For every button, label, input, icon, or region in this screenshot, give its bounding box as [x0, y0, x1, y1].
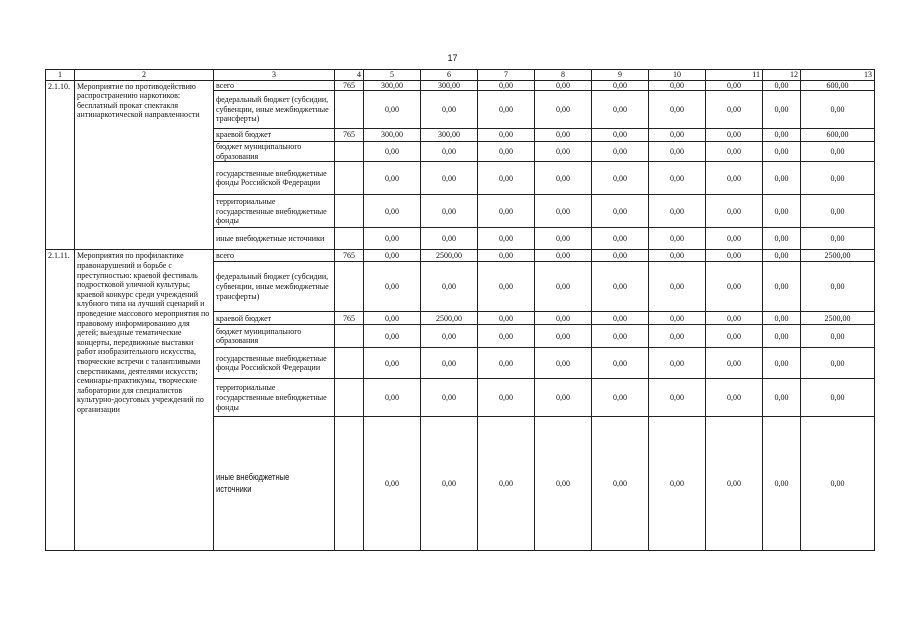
amount-cell: 0,00: [364, 142, 421, 162]
amount-cell: 300,00: [364, 129, 421, 142]
amount-cell: 0,00: [421, 142, 478, 162]
amount-cell: 0,00: [421, 325, 478, 348]
amount-cell: 0,00: [592, 348, 649, 379]
amount-cell: 0,00: [763, 379, 801, 417]
amount-cell: 0,00: [364, 325, 421, 348]
amount-cell: 0,00: [649, 379, 706, 417]
amount-cell: 0,00: [592, 250, 649, 262]
kbk-code: 765: [335, 312, 364, 325]
amount-cell: 0,00: [763, 80, 801, 91]
kbk-code: [335, 262, 364, 312]
amount-cell: 0,00: [535, 417, 592, 551]
amount-cell: 0,00: [801, 162, 875, 195]
header-row: [46, 70, 875, 81]
amount-cell: 0,00: [478, 228, 535, 250]
amount-cell: 0,00: [592, 379, 649, 417]
amount-cell: 0,00: [478, 325, 535, 348]
amount-cell: 0,00: [535, 262, 592, 312]
column-number: 3: [214, 70, 335, 81]
amount-cell: 0,00: [801, 417, 875, 551]
amount-cell: 0,00: [763, 129, 801, 142]
column-number: 10: [649, 70, 706, 81]
amount-cell: 0,00: [763, 417, 801, 551]
amount-cell: 0,00: [478, 379, 535, 417]
amount-cell: 0,00: [364, 262, 421, 312]
amount-cell: 300,00: [421, 80, 478, 91]
amount-cell: 0,00: [364, 348, 421, 379]
amount-cell: 0,00: [535, 142, 592, 162]
amount-cell: 0,00: [592, 129, 649, 142]
amount-cell: 0,00: [706, 80, 763, 91]
amount-cell: 0,00: [649, 228, 706, 250]
column-number: 11: [706, 70, 763, 81]
amount-cell: 0,00: [706, 312, 763, 325]
amount-cell: 0,00: [421, 228, 478, 250]
amount-cell: 0,00: [649, 417, 706, 551]
amount-cell: 0,00: [801, 91, 875, 129]
amount-cell: 0,00: [535, 80, 592, 91]
column-number: 5: [364, 70, 421, 81]
table-row: [46, 80, 875, 91]
amount-cell: 0,00: [478, 91, 535, 129]
amount-cell: 0,00: [649, 312, 706, 325]
amount-cell: 0,00: [364, 312, 421, 325]
column-number: 9: [592, 70, 649, 81]
kbk-code: [335, 228, 364, 250]
amount-cell: 0,00: [801, 142, 875, 162]
amount-cell: 0,00: [478, 195, 535, 228]
item-code: 2.1.10.: [46, 80, 75, 250]
amount-cell: 0,00: [364, 228, 421, 250]
amount-cell: 2500,00: [801, 250, 875, 262]
funding-source: иные внебюджетные источники: [214, 417, 311, 551]
amount-cell: 0,00: [801, 325, 875, 348]
kbk-code: 765: [335, 250, 364, 262]
amount-cell: 0,00: [763, 195, 801, 228]
column-number: 8: [535, 70, 592, 81]
amount-cell: 0,00: [649, 80, 706, 91]
amount-cell: 600,00: [801, 80, 875, 91]
amount-cell: 0,00: [364, 417, 421, 551]
amount-cell: 0,00: [649, 91, 706, 129]
item-code: 2.1.11.: [46, 250, 75, 551]
kbk-code: [335, 142, 364, 162]
amount-cell: 0,00: [478, 250, 535, 262]
kbk-code: [335, 195, 364, 228]
amount-cell: 0,00: [592, 417, 649, 551]
item-description: Мероприятия по профилактике правонарушений и борьбе с преступностью: краевой фестиваль подростковой уличной культуры; краевой конкурс среди учреждений клубного типа на лучший сценарий и проведение массового мероприятия по правовому информированию для детей; выездные тематические концерты, передвижные выставки работ изобразительного искусства, творческие встречи с талантливыми сверстниками, деятелями искусств; семинары-практикумы, творческие лаборатории для специалистов культурно-досуговых учреждений по организации: [75, 250, 214, 551]
funding-source: федеральный бюджет (субсидии, субвенции, иные межбюджетные трансферты): [214, 262, 335, 312]
amount-cell: 0,00: [478, 312, 535, 325]
amount-cell: 0,00: [478, 142, 535, 162]
amount-cell: 0,00: [478, 129, 535, 142]
amount-cell: 0,00: [763, 262, 801, 312]
amount-cell: 0,00: [478, 80, 535, 91]
amount-cell: 0,00: [478, 162, 535, 195]
funding-source: государственные внебюджетные фонды Российской Федерации: [214, 348, 335, 379]
amount-cell: 2500,00: [801, 312, 875, 325]
amount-cell: 0,00: [801, 195, 875, 228]
amount-cell: 0,00: [592, 325, 649, 348]
funding-source: краевой бюджет: [214, 129, 335, 142]
funding-source: территориальные государственные внебюджетные фонды: [214, 195, 335, 228]
amount-cell: 0,00: [706, 162, 763, 195]
amount-cell: 0,00: [478, 348, 535, 379]
amount-cell: 0,00: [592, 195, 649, 228]
amount-cell: 0,00: [535, 162, 592, 195]
column-number: 1: [46, 70, 75, 81]
funding-source: бюджет муниципального образования: [214, 325, 335, 348]
amount-cell: 0,00: [535, 348, 592, 379]
amount-cell: 0,00: [763, 250, 801, 262]
amount-cell: 0,00: [649, 129, 706, 142]
amount-cell: 0,00: [649, 142, 706, 162]
amount-cell: 0,00: [649, 250, 706, 262]
amount-cell: 0,00: [706, 91, 763, 129]
table-row: [46, 250, 875, 262]
amount-cell: 0,00: [763, 162, 801, 195]
kbk-code: [335, 325, 364, 348]
amount-cell: 0,00: [478, 417, 535, 551]
amount-cell: 0,00: [364, 250, 421, 262]
amount-cell: 0,00: [706, 129, 763, 142]
column-number: 13: [801, 70, 875, 81]
amount-cell: 0,00: [592, 312, 649, 325]
amount-cell: 2500,00: [421, 312, 478, 325]
amount-cell: 0,00: [421, 91, 478, 129]
amount-cell: 0,00: [421, 195, 478, 228]
amount-cell: 0,00: [421, 162, 478, 195]
amount-cell: 0,00: [478, 262, 535, 312]
amount-cell: 0,00: [801, 348, 875, 379]
amount-cell: 0,00: [763, 228, 801, 250]
amount-cell: 0,00: [649, 325, 706, 348]
kbk-code: [335, 417, 364, 551]
funding-source: всего: [214, 80, 335, 91]
amount-cell: 0,00: [649, 195, 706, 228]
amount-cell: 0,00: [535, 91, 592, 129]
amount-cell: 0,00: [421, 379, 478, 417]
amount-cell: 0,00: [592, 80, 649, 91]
amount-cell: 0,00: [706, 195, 763, 228]
funding-source: территориальные государственные внебюджетные фонды: [214, 379, 335, 417]
amount-cell: 0,00: [763, 312, 801, 325]
amount-cell: 0,00: [535, 379, 592, 417]
amount-cell: 0,00: [535, 129, 592, 142]
column-number: 4: [335, 70, 364, 81]
kbk-code: [335, 348, 364, 379]
column-number: 6: [421, 70, 478, 81]
amount-cell: 0,00: [364, 379, 421, 417]
amount-cell: 0,00: [364, 91, 421, 129]
amount-cell: 0,00: [801, 262, 875, 312]
column-number: 2: [75, 70, 214, 81]
amount-cell: 0,00: [535, 228, 592, 250]
funding-source: государственные внебюджетные фонды Российской Федерации: [214, 162, 335, 195]
amount-cell: 0,00: [649, 262, 706, 312]
amount-cell: 0,00: [535, 250, 592, 262]
amount-cell: 2500,00: [421, 250, 478, 262]
amount-cell: 0,00: [763, 91, 801, 129]
amount-cell: 0,00: [763, 325, 801, 348]
amount-cell: 0,00: [706, 262, 763, 312]
amount-cell: 300,00: [421, 129, 478, 142]
funding-source: иные внебюджетные источники: [214, 228, 335, 250]
funding-source: краевой бюджет: [214, 312, 335, 325]
amount-cell: 0,00: [421, 417, 478, 551]
funding-source: всего: [214, 250, 335, 262]
page-number: 17: [447, 53, 458, 63]
amount-cell: 0,00: [801, 228, 875, 250]
amount-cell: 300,00: [364, 80, 421, 91]
amount-cell: 0,00: [592, 228, 649, 250]
amount-cell: 0,00: [364, 162, 421, 195]
amount-cell: 0,00: [706, 250, 763, 262]
amount-cell: 0,00: [421, 262, 478, 312]
kbk-code: [335, 162, 364, 195]
item-description: Мероприятие по противодействию распространению наркотиков: бесплатный прокат спектакля антинаркотической направленности: [75, 80, 214, 250]
amount-cell: 0,00: [763, 142, 801, 162]
amount-cell: 0,00: [535, 195, 592, 228]
kbk-code: [335, 91, 364, 129]
amount-cell: 0,00: [421, 348, 478, 379]
amount-cell: 0,00: [801, 379, 875, 417]
amount-cell: 0,00: [649, 348, 706, 379]
funding-source: федеральный бюджет (субсидии, субвенции, иные межбюджетные трансферты): [214, 91, 335, 129]
amount-cell: 0,00: [706, 348, 763, 379]
kbk-code: [335, 379, 364, 417]
amount-cell: 0,00: [592, 262, 649, 312]
kbk-code: 765: [335, 129, 364, 142]
amount-cell: 0,00: [706, 325, 763, 348]
amount-cell: 0,00: [592, 142, 649, 162]
budget-table: [45, 69, 875, 551]
amount-cell: 600,00: [801, 129, 875, 142]
amount-cell: 0,00: [535, 312, 592, 325]
amount-cell: 0,00: [592, 91, 649, 129]
amount-cell: 0,00: [364, 195, 421, 228]
amount-cell: 0,00: [706, 379, 763, 417]
kbk-code: 765: [335, 80, 364, 91]
funding-source: бюджет муниципального образования: [214, 142, 335, 162]
amount-cell: 0,00: [706, 417, 763, 551]
amount-cell: 0,00: [706, 142, 763, 162]
amount-cell: 0,00: [535, 325, 592, 348]
column-number: 7: [478, 70, 535, 81]
amount-cell: 0,00: [592, 162, 649, 195]
column-number: 12: [763, 70, 801, 81]
amount-cell: 0,00: [649, 162, 706, 195]
amount-cell: 0,00: [763, 348, 801, 379]
amount-cell: 0,00: [706, 228, 763, 250]
